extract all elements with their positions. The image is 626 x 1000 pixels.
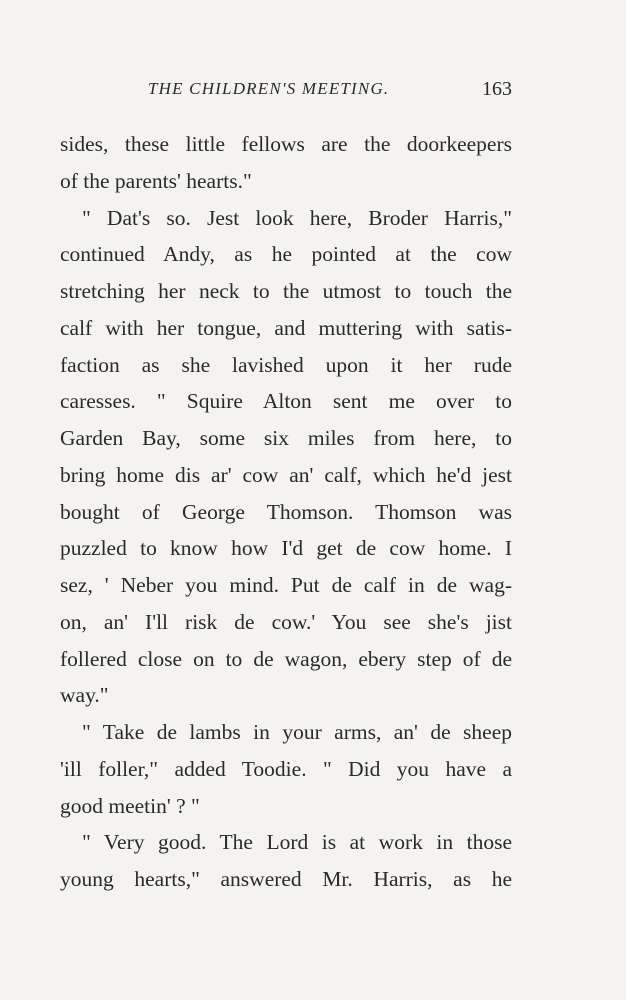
text-line: continued Andy, as he pointed at the cow <box>60 242 512 267</box>
text-line: on, an' I'll risk de cow.' You see she's jist <box>60 609 512 634</box>
text-line: stretching her neck to the utmost to touch the <box>60 279 512 303</box>
text-line: 'ill foller," added Toodie. " Did you have a <box>60 756 512 781</box>
text-line: young hearts," answered Mr. Harris, as he <box>60 867 512 891</box>
text-line: bring home dis ar' cow an' calf, which he'd jest <box>60 462 512 487</box>
text-line: calf with her tongue, and muttering with satis- <box>60 315 512 340</box>
text-line: " Take de lambs in your arms, an' de sheep <box>82 720 512 744</box>
running-header <box>60 76 512 102</box>
text-line: sez, ' Neber you mind. Put de calf in de wag- <box>60 573 512 597</box>
text-line: sides, these little fellows are the doorkeepers <box>60 132 512 156</box>
text-line: Garden Bay, some six miles from here, to <box>60 426 512 450</box>
page-number: 163 <box>482 78 512 100</box>
text-line: good meetin' ? " <box>60 793 200 818</box>
text-line: follered close on to de wagon, ebery step of de <box>60 646 512 671</box>
text-line: " Dat's so. Jest look here, Broder Harris," <box>82 205 512 230</box>
text-line: way." <box>60 683 109 708</box>
text-line: bought of George Thomson. Thomson was <box>60 499 512 524</box>
text-line: faction as she lavished upon it her rude <box>60 352 512 377</box>
text-line: puzzled to know how I'd get de cow home. I <box>60 536 512 561</box>
text-line: caresses. " Squire Alton sent me over to <box>60 389 512 414</box>
chapter-title: THE CHILDREN'S MEETING. <box>148 79 390 98</box>
text-line: " Very good. The Lord is at work in those <box>82 830 512 855</box>
text-line: of the parents' hearts." <box>60 168 252 193</box>
body-text <box>60 126 512 898</box>
